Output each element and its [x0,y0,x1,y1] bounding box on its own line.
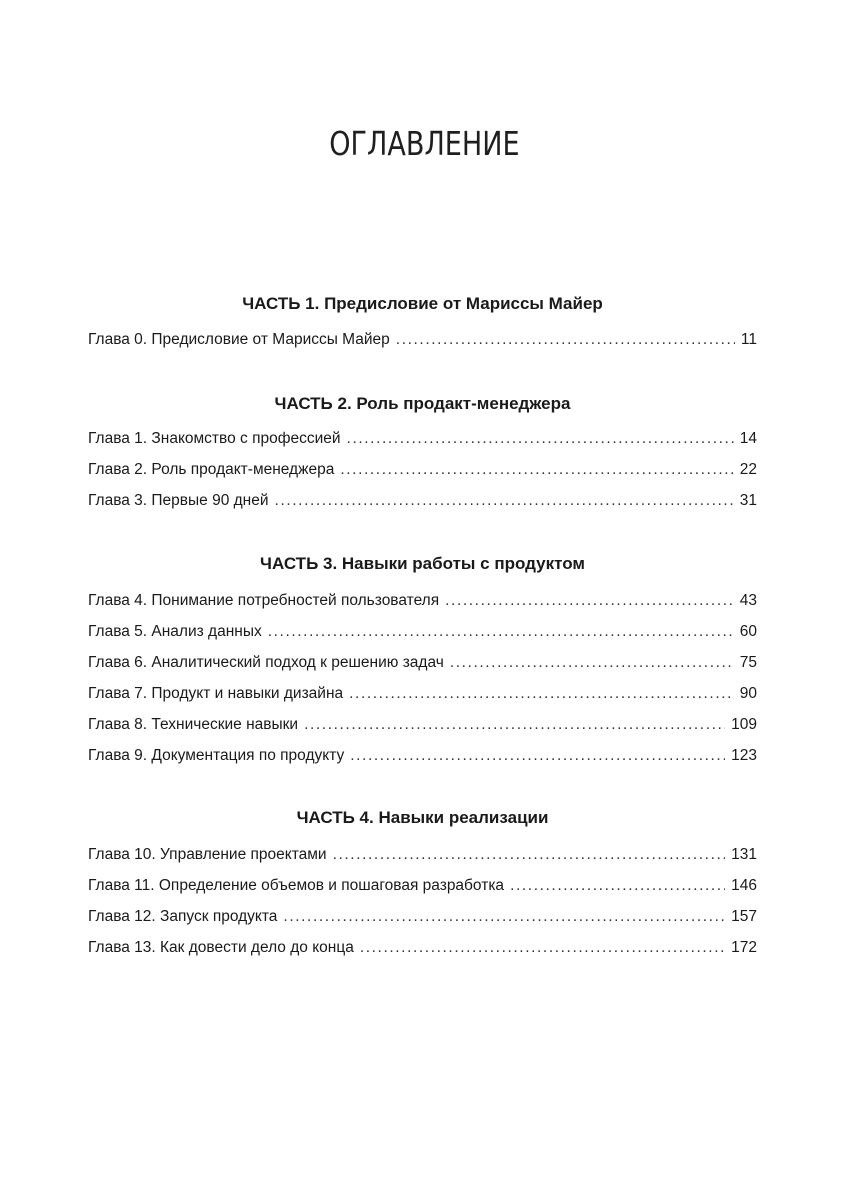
page-number: 146 [731,877,757,894]
chapter-entry[interactable] [88,485,757,516]
page-title: ОГЛАВЛЕНИЕ [329,124,520,163]
page-number: 123 [731,747,757,764]
chapter-entry[interactable] [88,839,757,870]
dot-leader [510,870,725,901]
chapter-title: Глава 8. Технические навыки [88,716,299,733]
page-number: 43 [739,592,757,609]
chapter-entry[interactable] [88,678,757,709]
chapter-title: Глава 1. Знакомство с профессией [88,430,341,447]
chapter-entry[interactable] [88,454,757,485]
chapter-title: Глава 10. Управление проектами [88,846,327,863]
page-number: 60 [739,623,757,640]
chapter-title: Глава 7. Продукт и навыки дизайна [88,685,344,702]
part-1 [88,292,757,355]
page-number: 90 [739,685,757,702]
page-number: 22 [739,461,757,478]
dot-leader [268,616,734,647]
dot-leader [450,647,734,678]
chapter-title: Глава 3. Первые 90 дней [88,492,269,509]
chapter-entry[interactable] [88,740,757,771]
chapter-title: Глава 0. Предисловие от Мариссы Майер [88,331,390,348]
page-number: 109 [731,716,757,733]
part-heading: ЧАСТЬ 4. Навыки реализации [296,808,549,827]
chapter-entry[interactable] [88,901,757,932]
chapter-title: Глава 2. Роль продакт-менеджера [88,461,335,478]
chapter-entry[interactable] [88,423,757,454]
page-number: 31 [739,492,757,509]
dot-leader [349,678,734,709]
dot-leader [304,709,725,740]
dot-leader [333,839,726,870]
chapter-title: Глава 4. Понимание потребностей пользователя [88,592,440,609]
page-number: 131 [731,846,757,863]
dot-leader [360,932,725,963]
dot-leader [340,454,733,485]
chapter-entry[interactable] [88,585,757,616]
page-number: 11 [740,331,757,348]
chapter-title: Глава 13. Как довести дело до конца [88,939,354,956]
part-2 [88,392,757,516]
chapter-entry[interactable] [88,932,757,963]
dot-leader [396,324,735,355]
dot-leader [350,740,725,771]
chapter-title: Глава 6. Аналитический подход к решению задач [88,654,444,671]
chapter-title: Глава 12. Запуск продукта [88,908,278,925]
page-number: 157 [731,908,757,925]
chapter-entry[interactable] [88,324,757,355]
chapter-title: Глава 9. Документация по продукту [88,747,345,764]
dot-leader [275,485,734,516]
chapter-entry[interactable] [88,870,757,901]
dot-leader [445,585,734,616]
chapter-title: Глава 11. Определение объемов и пошаговая разработка [88,877,505,894]
chapter-entry[interactable] [88,647,757,678]
part-heading: ЧАСТЬ 3. Навыки работы с продуктом [260,554,585,573]
page-number: 172 [731,939,757,956]
part-heading: ЧАСТЬ 2. Роль продакт-менеджера [274,394,571,413]
part-3 [88,552,757,771]
part-heading: ЧАСТЬ 1. Предисловие от Мариссы Майер [242,294,603,313]
chapter-title: Глава 5. Анализ данных [88,623,262,640]
dot-leader [283,901,725,932]
dot-leader [347,423,734,454]
chapter-entry[interactable] [88,616,757,647]
part-4 [88,806,757,963]
chapter-entry[interactable] [88,709,757,740]
page-number: 14 [739,430,757,447]
page-number: 75 [739,654,757,671]
